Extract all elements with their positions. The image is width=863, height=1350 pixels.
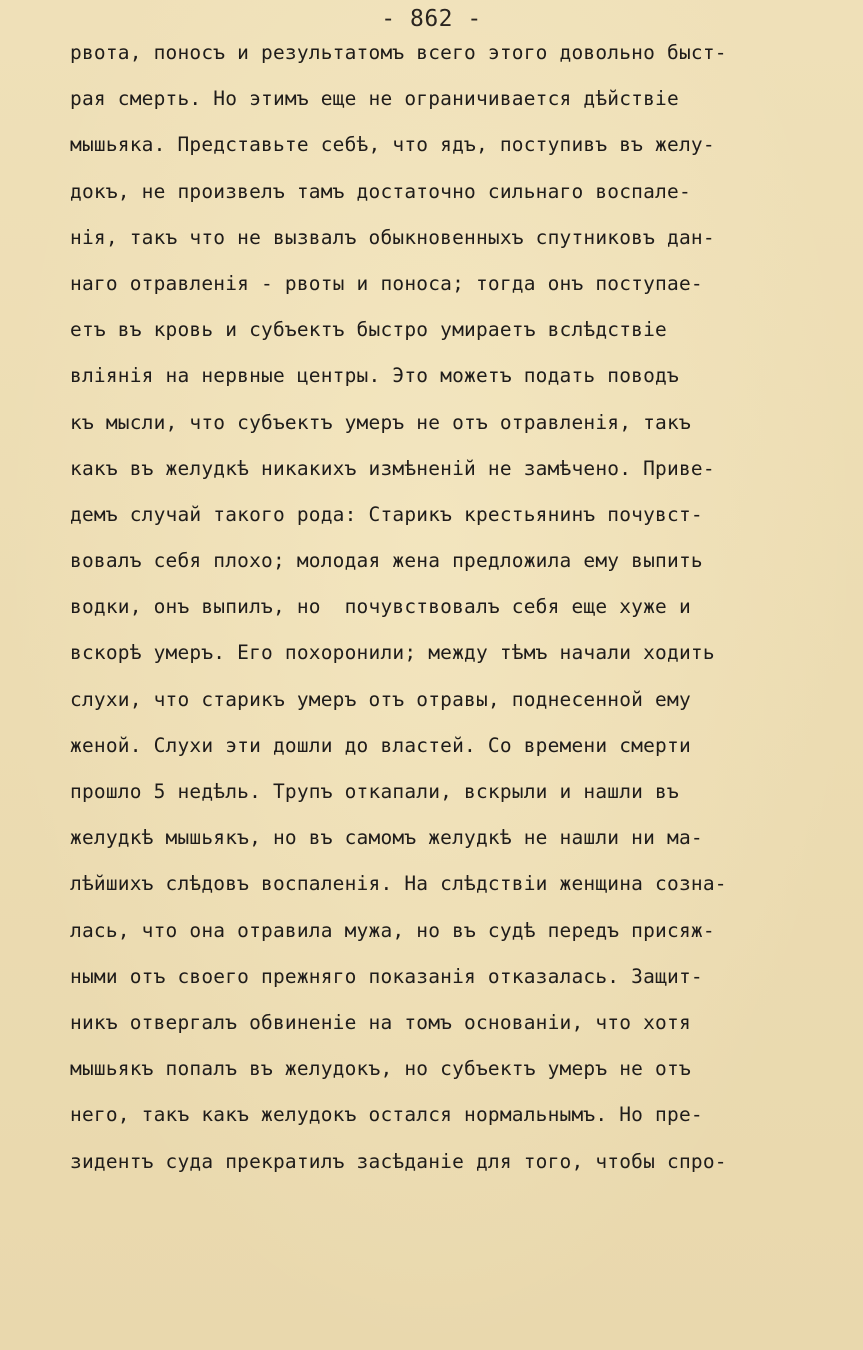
text-line: зидентъ суда прекратилъ засѣданіе для того, чтобы спро- xyxy=(70,1149,727,1173)
text-line: докъ, не произвелъ тамъ достаточно сильнаго воспале- xyxy=(70,179,691,203)
text-line: мышьяка. Представьте себѣ, что ядъ, поступивъ въ желу- xyxy=(70,133,715,157)
text-line: нія, такъ что не вызвалъ обыкновенныхъ спутниковъ дан- xyxy=(70,225,715,249)
text-line: етъ въ кровь и субъектъ быстро умираетъ вслѣдствіе xyxy=(70,318,667,342)
text-line: демъ случай такого рода: Старикъ крестьянинъ почувст- xyxy=(70,502,703,526)
text-line: него, такъ какъ желудокъ остался нормальнымъ. Но пре- xyxy=(70,1103,703,1127)
text-line: вліянія на нервные центры. Это можетъ подать поводъ xyxy=(70,364,679,388)
text-line: женой. Слухи эти дошли до властей. Со времени смерти xyxy=(70,733,691,757)
text-line: вскорѣ умеръ. Его похоронили; между тѣмъ начали ходить xyxy=(70,641,715,665)
text-line: желудкѣ мышьякъ, но въ самомъ желудкѣ не нашли ни ма- xyxy=(70,826,703,850)
text-line: какъ въ желудкѣ никакихъ измѣненій не замѣчено. Приве- xyxy=(70,456,715,480)
page-number: - 862 - xyxy=(381,6,482,32)
text-line: рая смерть. Но этимъ еще не ограничивается дѣйствіе xyxy=(70,87,679,111)
text-line: къ мысли, что субъектъ умеръ не отъ отравленія, такъ xyxy=(70,410,691,434)
text-line: вовалъ себя плохо; молодая жена предложила ему выпить xyxy=(70,549,703,573)
text-line: лѣйшихъ слѣдовъ воспаленія. На слѣдствіи женщина созна- xyxy=(70,872,727,896)
text-line: слухи, что старикъ умеръ отъ отравы, поднесенной ему xyxy=(70,687,691,711)
text-line: никъ отвергалъ обвиненіе на томъ основаніи, что хотя xyxy=(70,1010,691,1034)
text-line: мышьякъ попалъ въ желудокъ, но субъектъ умеръ не отъ xyxy=(70,1057,691,1081)
text-line: рвота, поносъ и результатомъ всего этого довольно быст- xyxy=(70,41,727,64)
body-text xyxy=(70,38,850,1193)
text-line: наго отравленія - рвоты и поноса; тогда онъ поступае- xyxy=(70,271,703,295)
text-line: ными отъ своего прежняго показанія отказалась. Защит- xyxy=(70,964,703,988)
text-line: прошло 5 недѣль. Трупъ откапали, вскрыли и нашли въ xyxy=(70,780,679,803)
text-line: водки, онъ выпилъ, но почувствовалъ себя еще хуже и xyxy=(70,595,691,619)
text-line: лась, что она отравила мужа, но въ судѣ передъ присяж- xyxy=(70,918,715,942)
